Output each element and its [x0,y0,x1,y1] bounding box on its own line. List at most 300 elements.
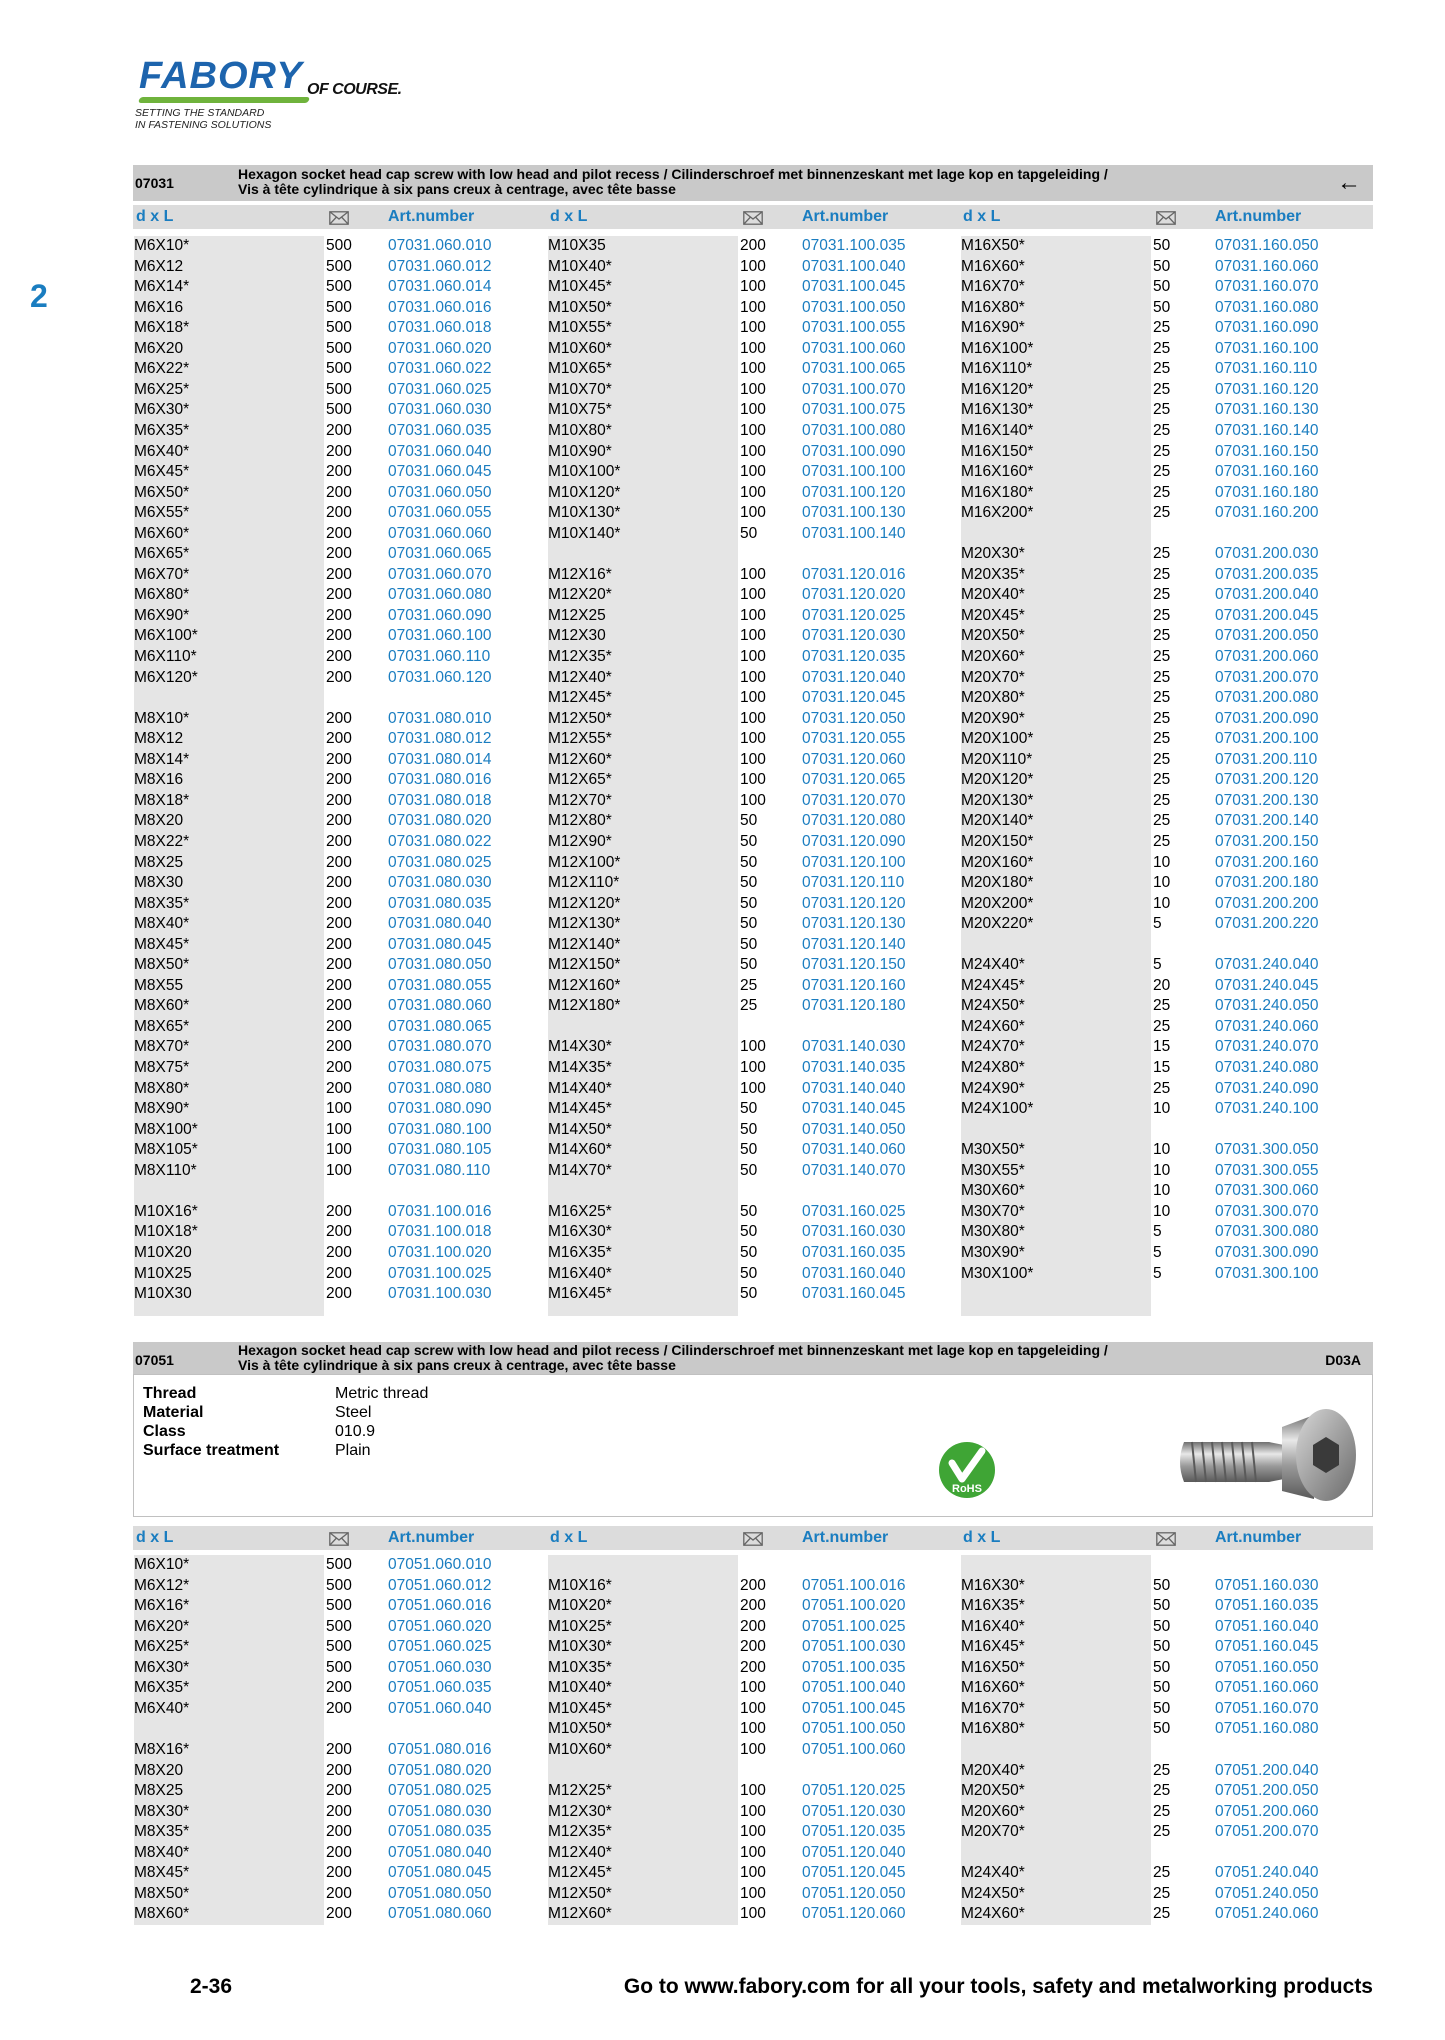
article-number-link[interactable]: 07031.240.045 [1215,976,1319,994]
size-cell: M8X70* [134,1038,190,1056]
size-cell: M12X110* [548,874,620,892]
size-cell: M10X20 [134,1243,192,1261]
size-cell: M8X40* [134,915,190,933]
quantity-cell: 200 [740,1617,766,1635]
article-number-link[interactable]: 07051.120.025 [802,1782,906,1800]
column-header-row [133,1526,1373,1550]
quantity-cell: 200 [326,1782,352,1800]
article-number-link[interactable]: 07031.100.016 [388,1202,492,1220]
article-number-link[interactable]: 07031.080.045 [388,935,492,953]
article-number-link[interactable]: 07031.100.035 [802,237,906,254]
quantity-cell: 100 [326,1100,352,1118]
article-number-link[interactable]: 07031.080.105 [388,1141,492,1159]
article-number-link[interactable]: 07031.200.160 [1215,853,1319,871]
quantity-cell: 200 [326,709,352,727]
size-cell: M20X110* [961,750,1033,768]
size-cell: M8X30* [134,1802,190,1820]
article-number-link[interactable]: 07051.120.050 [802,1884,906,1902]
article-number-link[interactable]: 07031.200.080 [1215,689,1319,707]
article-number-link[interactable]: 07031.080.065 [388,1017,492,1035]
article-number-link[interactable]: 07031.200.045 [1215,606,1319,624]
size-cell: M6X22* [134,360,190,378]
article-number-link[interactable]: 07031.060.110 [388,648,491,665]
article-number-link[interactable]: 07031.120.055 [802,730,906,748]
packaging-icon [743,1532,763,1546]
article-number-link[interactable]: 07031.080.110 [388,1161,491,1179]
article-number-link[interactable]: 07051.060.020 [388,1617,492,1635]
article-number-link[interactable]: 07031.100.045 [802,278,906,296]
article-number-link[interactable]: 07031.100.025 [388,1264,492,1282]
article-number-link[interactable]: 07051.100.020 [802,1597,906,1615]
article-number-link[interactable]: 07031.080.090 [388,1100,492,1118]
quantity-cell: 200 [740,1638,766,1656]
article-number-link[interactable]: 07031.160.080 [1215,298,1319,316]
article-number-link[interactable]: 07051.120.045 [802,1864,906,1882]
article-number-link[interactable]: 07031.060.045 [388,463,492,481]
article-number-link[interactable]: 07051.100.035 [802,1658,906,1676]
article-number-link[interactable]: 07051.080.045 [388,1864,492,1882]
size-cell: M12X150* [548,956,621,974]
article-number-link[interactable]: 07031.120.110 [802,874,905,892]
article-number-link[interactable]: 07031.160.150 [1215,442,1319,460]
article-number-link[interactable]: 07051.080.025 [388,1782,492,1800]
quantity-cell: 200 [326,627,352,645]
article-number-link[interactable]: 07031.100.140 [802,524,906,542]
article-number-link[interactable]: 07031.240.060 [1215,1017,1319,1035]
size-cell: M16X60* [961,1679,1025,1697]
article-number-link[interactable]: 07031.200.060 [1215,648,1319,665]
article-number-link[interactable]: 07031.120.070 [802,791,906,809]
article-number-link[interactable]: 07031.100.018 [388,1223,492,1241]
article-number-link[interactable]: 07031.240.080 [1215,1059,1319,1076]
article-number-link[interactable]: 07051.160.050 [1215,1658,1319,1676]
size-cell: M8X105* [134,1141,198,1159]
article-number-link[interactable]: 07031.060.060 [388,524,492,542]
article-number-link[interactable]: 07031.200.040 [1215,586,1319,604]
article-number-link[interactable]: 07031.100.090 [802,442,906,460]
article-number-link[interactable]: 07051.060.035 [388,1679,492,1697]
footer-text: Go to www.fabory.com for all your tools, safety and metalworking products [623,1975,1373,1998]
article-number-link[interactable]: 07051.060.012 [388,1576,492,1594]
article-number-link[interactable]: 07051.080.035 [388,1823,492,1841]
article-number-link[interactable]: 07031.080.018 [388,791,492,809]
article-number-link[interactable]: 07031.080.035 [388,894,492,912]
size-cell: M24X70* [961,1038,1025,1056]
quantity-cell: 5 [1153,1223,1162,1241]
quantity-cell: 100 [740,483,766,501]
quantity-cell: 500 [326,319,352,337]
article-number-link[interactable]: 07031.160.090 [1215,319,1319,337]
article-number-link[interactable]: 07051.160.070 [1215,1699,1319,1717]
article-number-link[interactable]: 07051.080.030 [388,1802,492,1820]
article-number-link[interactable]: 07031.080.020 [388,812,492,830]
article-number-link[interactable]: 07031.080.012 [388,730,492,748]
article-number-link[interactable]: 07031.200.090 [1215,709,1319,727]
quantity-cell: 100 [740,442,766,460]
quantity-cell: 25 [1153,771,1171,789]
article-number-link[interactable]: 07031.080.050 [388,956,492,974]
article-number-link[interactable]: 07031.080.014 [388,750,492,768]
size-cell: M20X40* [961,1761,1025,1779]
size-cell: M6X10* [134,1556,190,1573]
spec-label-surface: Surface treatment [143,1442,280,1459]
article-number-link[interactable]: 07031.080.075 [388,1059,492,1076]
size-cell: M24X60* [961,1017,1025,1035]
article-number-link[interactable]: 07051.120.060 [802,1905,906,1923]
quantity-cell: 50 [740,853,758,871]
article-number-link[interactable]: 07031.100.060 [802,339,906,357]
size-cell: M10X35* [548,1658,612,1676]
article-number-link[interactable]: 07031.160.060 [1215,257,1319,275]
article-number-link[interactable]: 07031.160.050 [1215,237,1319,254]
quantity-cell: 50 [740,894,758,912]
article-number-link[interactable]: 07031.060.035 [388,421,492,439]
quantity-cell: 100 [326,1120,352,1138]
article-number-link[interactable]: 07031.120.180 [802,997,906,1015]
size-cell: M16X90* [961,319,1025,337]
article-number-link[interactable]: 07051.060.016 [388,1597,492,1615]
article-number-link[interactable]: 07031.140.070 [802,1161,906,1179]
article-number-link[interactable]: 07031.060.016 [388,298,492,316]
quantity-cell: 500 [326,401,352,419]
article-number-link[interactable]: 07051.100.030 [802,1638,906,1656]
size-cell: M20X40* [961,586,1025,604]
article-number-link[interactable]: 07051.100.060 [802,1740,906,1758]
quantity-cell: 100 [740,668,766,686]
size-cell: M12X160* [548,976,621,994]
size-cell: M12X180* [548,997,621,1015]
article-number-link[interactable]: 07051.120.040 [802,1843,906,1861]
article-number-link[interactable]: 07031.060.012 [388,257,492,275]
size-cell: M6X12* [134,1576,190,1594]
article-number-link[interactable]: 07031.200.150 [1215,832,1319,850]
article-number-link[interactable]: 07051.200.060 [1215,1802,1319,1820]
article-number-link[interactable]: 07051.200.040 [1215,1761,1319,1779]
quantity-cell: 200 [740,1576,766,1594]
article-number-link[interactable]: 07031.080.025 [388,853,492,871]
article-number-link[interactable]: 07051.100.040 [802,1679,906,1697]
article-number-link[interactable]: 07031.080.030 [388,874,492,892]
article-number-link[interactable]: 07031.200.120 [1215,771,1319,789]
article-number-link[interactable]: 07031.080.060 [388,997,492,1015]
quantity-cell: 25 [1153,586,1171,604]
article-number-link[interactable]: 07051.080.050 [388,1884,492,1902]
article-number-link[interactable]: 07031.120.120 [802,894,906,912]
article-number-link[interactable]: 07031.300.060 [1215,1182,1319,1200]
size-cell: M8X22* [134,832,190,850]
article-number-link[interactable]: 07051.160.045 [1215,1638,1319,1656]
article-number-link[interactable]: 07031.160.040 [802,1264,906,1282]
size-cell: M24X50* [961,997,1025,1015]
size-cell: M10X50* [548,1720,612,1738]
article-number-link[interactable]: 07031.080.010 [388,709,492,727]
article-number-link[interactable]: 07031.100.130 [802,504,906,522]
size-cell: M8X16* [134,1740,190,1758]
article-number-link[interactable]: 07031.060.050 [388,483,492,501]
quantity-cell: 15 [1153,1038,1171,1056]
article-number-link[interactable]: 07031.200.220 [1215,915,1319,933]
article-number-link[interactable]: 07051.160.060 [1215,1679,1319,1697]
article-number-link[interactable]: 07031.120.100 [802,853,906,871]
size-cell: M16X140* [961,421,1034,439]
size-cell: M14X70* [548,1161,612,1179]
size-cell: M10X90* [548,442,612,460]
article-number-link[interactable]: 07031.140.035 [802,1059,906,1076]
article-number-link[interactable]: 07031.160.035 [802,1243,906,1261]
quantity-cell: 50 [1153,1617,1171,1635]
article-number-link[interactable]: 07031.100.070 [802,380,906,398]
article-number-link[interactable]: 07031.160.140 [1215,421,1319,439]
article-number-link[interactable]: 07031.060.025 [388,380,492,398]
size-cell: M30X70* [961,1202,1025,1220]
article-number-link[interactable]: 07031.080.055 [388,976,492,994]
article-number-link[interactable]: 07031.100.055 [802,319,906,337]
article-number-link[interactable]: 07031.140.060 [802,1141,906,1159]
column-header-art-number: Art.number [802,208,889,225]
article-number-link[interactable]: 07051.080.060 [388,1905,492,1923]
article-number-link[interactable]: 07051.120.035 [802,1823,906,1841]
article-number-link[interactable]: 07051.080.020 [388,1761,492,1779]
article-number-link[interactable]: 07051.060.030 [388,1658,492,1676]
article-number-link[interactable]: 07031.120.016 [802,565,906,583]
size-cell: M16X30* [961,1576,1025,1594]
quantity-cell: 25 [1153,339,1171,357]
size-cell: M14X40* [548,1079,612,1097]
article-number-link[interactable]: 07031.240.050 [1215,997,1319,1015]
article-number-link[interactable]: 07051.100.045 [802,1699,906,1717]
article-number-link[interactable]: 07031.060.065 [388,545,492,563]
article-number-link[interactable]: 07031.300.080 [1215,1223,1319,1241]
quantity-cell: 25 [1153,483,1171,501]
article-number-link[interactable]: 07031.160.100 [1215,339,1319,357]
quantity-cell: 500 [326,1576,352,1594]
article-number-link[interactable]: 07031.060.040 [388,442,492,460]
quantity-cell: 100 [740,709,766,727]
article-number-link[interactable]: 07031.120.025 [802,606,906,624]
article-number-link[interactable]: 07031.080.016 [388,771,492,789]
article-number-link[interactable]: 07031.060.022 [388,360,492,378]
article-number-link[interactable]: 07031.120.130 [802,915,906,933]
article-number-link[interactable]: 07031.120.050 [802,709,906,727]
spec-label-material: Material [143,1404,204,1421]
article-number-link[interactable]: 07051.160.040 [1215,1617,1319,1635]
article-number-link[interactable]: 07031.120.080 [802,812,906,830]
article-number-link[interactable]: 07031.060.120 [388,668,492,686]
quantity-cell: 25 [1153,606,1171,624]
size-cell: M12X60* [548,750,612,768]
size-cell: M6X90* [134,606,190,624]
article-number-link[interactable]: 07031.120.150 [802,956,906,974]
article-number-link[interactable]: 07051.160.080 [1215,1720,1319,1738]
article-number-link[interactable]: 07031.100.020 [388,1243,492,1261]
size-cell: M14X50* [548,1120,612,1138]
quantity-cell: 50 [1153,1658,1171,1676]
size-cell: M20X70* [961,1823,1025,1841]
article-number-link[interactable]: 07031.160.180 [1215,483,1319,501]
quantity-cell: 200 [740,237,766,254]
article-number-link[interactable]: 07031.120.040 [802,668,906,686]
quantity-cell: 200 [326,1059,352,1076]
article-number-link[interactable]: 07031.160.070 [1215,278,1319,296]
article-number-link[interactable]: 07051.080.040 [388,1843,492,1861]
quantity-cell: 25 [1153,360,1171,378]
article-number-link[interactable]: 07051.240.060 [1215,1905,1319,1923]
quantity-cell: 200 [326,997,352,1015]
article-number-link[interactable]: 07031.240.100 [1215,1100,1319,1118]
article-number-link[interactable]: 07031.140.030 [802,1038,906,1056]
size-cell: M20X200* [961,894,1034,912]
quantity-cell: 200 [326,648,352,665]
size-cell: M6X40* [134,1699,190,1717]
quantity-cell: 500 [326,278,352,296]
quantity-cell: 10 [1153,1141,1171,1159]
article-number-link[interactable]: 07031.160.200 [1215,504,1319,522]
article-number-link[interactable]: 07031.060.070 [388,565,492,583]
column-header-art-number: Art.number [1215,208,1302,225]
article-number-link[interactable]: 07031.080.022 [388,832,492,850]
article-number-link[interactable]: 07031.200.100 [1215,730,1319,748]
article-number-link[interactable]: 07031.060.080 [388,586,492,604]
article-number-link[interactable]: 07031.200.200 [1215,894,1319,912]
article-number-link[interactable]: 07031.200.050 [1215,627,1319,645]
article-number-link[interactable]: 07031.080.070 [388,1038,492,1056]
article-number-link[interactable]: 07031.300.090 [1215,1243,1319,1261]
article-number-link[interactable]: 07051.100.016 [802,1576,906,1594]
article-number-link[interactable]: 07031.140.050 [802,1120,906,1138]
quantity-cell: 25 [1153,750,1171,768]
article-number-link[interactable]: 07051.160.030 [1215,1576,1319,1594]
article-number-link[interactable]: 07031.120.090 [802,832,906,850]
article-number-link[interactable]: 07031.140.040 [802,1079,906,1097]
article-number-link[interactable]: 07051.120.030 [802,1802,906,1820]
article-number-link[interactable]: 07051.060.040 [388,1699,492,1717]
packaging-icon [743,211,763,225]
quantity-cell: 200 [326,812,352,830]
article-number-link[interactable]: 07031.100.080 [802,421,906,439]
quantity-cell: 200 [326,791,352,809]
article-number-link[interactable]: 07031.100.040 [802,257,906,275]
column-header-dxl: d x L [963,208,1001,225]
article-number-link[interactable]: 07031.060.030 [388,401,492,419]
quantity-cell: 25 [1153,545,1171,563]
article-number-link[interactable]: 07031.200.130 [1215,791,1319,809]
article-number-link[interactable]: 07051.240.040 [1215,1864,1319,1882]
article-number-link[interactable]: 07031.120.030 [802,627,906,645]
article-number-link[interactable]: 07031.200.140 [1215,812,1319,830]
article-number-link[interactable]: 07031.200.070 [1215,668,1319,686]
article-number-link[interactable]: 07031.300.070 [1215,1202,1319,1220]
article-number-link[interactable]: 07031.100.050 [802,298,906,316]
article-number-link[interactable]: 07031.160.110 [1215,360,1318,378]
article-number-link[interactable]: 07031.160.160 [1215,463,1319,481]
article-number-link[interactable]: 07031.100.075 [802,401,906,419]
article-number-link[interactable]: 07051.100.025 [802,1617,906,1635]
article-number-link[interactable]: 07031.060.010 [388,237,492,254]
article-number-link[interactable]: 07031.120.160 [802,976,906,994]
article-number-link[interactable]: 07031.160.130 [1215,401,1319,419]
article-number-link[interactable]: 07031.060.100 [388,627,492,645]
article-number-link[interactable]: 07031.100.100 [802,463,906,481]
quantity-cell: 500 [326,1617,352,1635]
article-number-link[interactable]: 07031.200.035 [1215,565,1319,583]
spec-value-material: Steel [335,1404,372,1421]
quantity-cell: 200 [326,668,352,686]
article-number-link[interactable]: 07051.200.050 [1215,1782,1319,1800]
article-number-link[interactable]: 07031.300.050 [1215,1141,1319,1159]
quantity-cell: 200 [740,1658,766,1676]
article-number-link[interactable]: 07031.300.100 [1215,1264,1319,1282]
article-number-link[interactable]: 07031.200.110 [1215,750,1318,768]
article-number-link[interactable]: 07031.060.018 [388,319,492,337]
article-number-link[interactable]: 07031.160.045 [802,1285,906,1303]
article-number-link[interactable]: 07031.120.045 [802,689,906,707]
article-number-link[interactable]: 07031.140.045 [802,1100,906,1118]
article-number-link[interactable]: 07031.200.180 [1215,874,1319,892]
article-number-link[interactable]: 07031.060.090 [388,606,492,624]
article-number-link[interactable]: 07051.100.050 [802,1720,906,1738]
size-cell: M30X100* [961,1264,1034,1282]
article-number-link[interactable]: 07031.120.060 [802,750,906,768]
article-number-link[interactable]: 07031.080.040 [388,915,492,933]
article-number-link[interactable]: 07031.100.065 [802,360,906,378]
article-number-link[interactable]: 07051.200.070 [1215,1823,1319,1841]
quantity-cell: 200 [326,832,352,850]
size-cell: M12X40* [548,1843,612,1861]
quantity-cell: 15 [1153,1059,1171,1076]
quantity-cell: 50 [740,915,758,933]
article-number-link[interactable]: 07031.120.035 [802,648,906,665]
quantity-cell: 200 [326,956,352,974]
article-number-link[interactable]: 07031.240.070 [1215,1038,1319,1056]
size-cell: M16X70* [961,1699,1025,1717]
size-cell: M6X65* [134,545,190,563]
size-cell: M20X70* [961,668,1025,686]
quantity-cell: 200 [326,463,352,481]
article-number-link[interactable]: 07031.160.030 [802,1223,906,1241]
logo-brand: FABORY [139,55,303,97]
article-number-link[interactable]: 07031.080.100 [388,1120,492,1138]
quantity-cell: 200 [326,1038,352,1056]
article-number-link[interactable]: 07031.100.030 [388,1285,492,1303]
article-number-link[interactable]: 07051.080.016 [388,1740,492,1758]
article-number-link[interactable]: 07031.100.120 [802,483,906,501]
article-number-link[interactable]: 07031.060.020 [388,339,492,357]
quantity-cell: 500 [326,257,352,275]
article-number-link[interactable]: 07031.160.120 [1215,380,1319,398]
size-cell: M10X55* [548,319,612,337]
article-number-link[interactable]: 07031.120.140 [802,935,906,953]
article-number-link[interactable]: 07031.120.020 [802,586,906,604]
quantity-cell: 50 [740,956,758,974]
article-number-link[interactable]: 07051.060.025 [388,1638,492,1656]
article-number-link[interactable]: 07031.240.090 [1215,1079,1319,1097]
article-number-link[interactable]: 07031.120.065 [802,771,906,789]
quantity-cell: 25 [740,997,758,1015]
article-number-link[interactable]: 07031.060.055 [388,504,492,522]
article-number-link[interactable]: 07031.200.030 [1215,545,1319,563]
article-number-link[interactable]: 07051.240.050 [1215,1884,1319,1902]
article-number-link[interactable]: 07031.080.080 [388,1079,492,1097]
column-header-dxl: d x L [550,208,588,225]
article-number-link[interactable]: 07031.300.055 [1215,1161,1319,1179]
article-number-link[interactable]: 07031.240.040 [1215,956,1319,974]
article-number-link[interactable]: 07031.060.014 [388,278,492,296]
quantity-cell: 100 [740,1079,766,1097]
quantity-cell: 25 [1153,421,1171,439]
article-number-link[interactable]: 07031.160.025 [802,1202,906,1220]
article-number-link[interactable]: 07051.060.010 [388,1556,492,1573]
article-number-link[interactable]: 07051.160.035 [1215,1597,1319,1615]
